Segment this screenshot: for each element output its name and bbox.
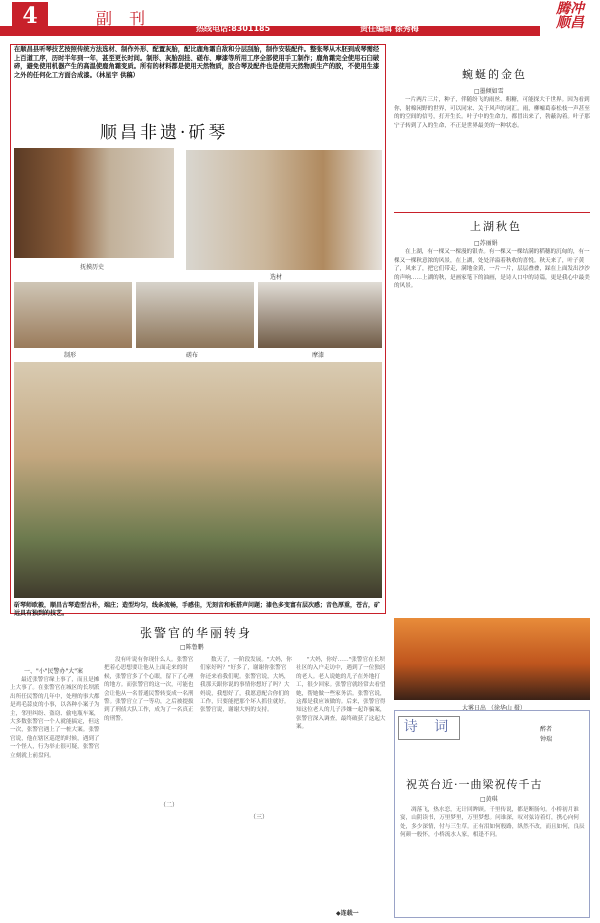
caption-history: 抚摸历史: [80, 264, 105, 271]
article2-title: 上湖秋色: [470, 220, 522, 233]
poem-section-tag: 诗 词: [398, 716, 460, 740]
poem-label-author: 钟瑞: [540, 736, 553, 743]
serial-col2: 没有叶说有你现什么人。张警官把着心思想要让他从上面走来的时候，张警官多了个心眼，留下了心理的地方。而张警官的这一次，可能也会让他从一名普通民警转变成一名刑警。张警官立了一等功，之后被提拔到了刑侦大队工作，成为了一名真正的刑警。: [104, 657, 194, 722]
photo-material: [186, 150, 382, 270]
serial-col1: 最近张警官缘上事了，而且是摊上大事了。在张警官在城区的长坝派出所任民警的几年中，处理的事大都是鸡毛蒜皮的小事，以各种小案子为主，邻里纠纷、盗窃、偷电瓶车案，大多数张警官一个人就能搞定，但这一次，张警官遇上了一桩大案。张警官说，他在辖区巡逻的时候，遇到了一个怪人，行为举止很可疑，张警官立刻就上前盘问。: [10, 677, 100, 759]
article2-author: □苏丽娟: [474, 240, 498, 247]
article1-body: 一片两片三片，种子，伴随纷飞的雨丝、粗糖，可能探大千世界。因为看到你，射棉闲野的世界，可以同宋、关于风声的词汇。雨，柳嘘葛泰松枝一声甚至的的空间的信号，打开生长。叶子中的生命力，都冒出来了，勃蔽沟着。叶子那宁子转到了入的生命，不正是世界最美的一种状态。: [394, 97, 590, 129]
page-number: 4: [12, 2, 48, 30]
feature-bottom-caption: 斫琴师欧毅，顺昌古琴造型古朴，端庄；造型均匀，线条流畅，手感佳，无刻音和板搭声问题；漆色多变富有层次感；音色厚重，苍古，矿远具有独到的技艺。: [14, 602, 381, 617]
caption-cloth: 磋布: [186, 352, 199, 359]
photo-sunrise: [394, 618, 590, 700]
section-title: 副 刊: [96, 9, 152, 28]
photo-studio: [14, 362, 382, 598]
photo-sunrise-caption: 大雾日出 （徐华山 摄）: [462, 705, 526, 712]
caption-lacquer: 摩漆: [312, 352, 325, 359]
feature-intro: 在顺昌县听琴技艺按照传统方法选材、制作外形、配置灰胎，配比鹿角霜自敌和分层刮胎，制作安装配件。整张琴从木胚到成琴需经上百道工序，历时半年到一年，甚至更长时间。制形、灰胎刮挂、磋布、摩漆等所用工序全部使用手工制作；鹿角霜完全使用石臼破碎，避免使用机器产生的高温使鹿角霜变质。所有的材料都是使用天然物质，胶合琴及配件也是使用天然物质生产的胶，不使用生漆之外的任何化工方面合成漆。（林星宇 供稿）: [14, 46, 380, 79]
poem-body: 凋落飞，热水恋，无计回眸顾。千里传说，都是断肠句。小桥初月谁宴，山阴读书，万里梦里，万里梦想。问谁深，叹对弦诗着灯，携心向何处，多少深情，付与三生草。正有泪如何般路，纵然不改，而且如何，良辰何颜一般怀，小桥流水人家，相逢不问。: [400, 807, 585, 839]
caption-shaping: 制形: [64, 352, 77, 359]
serial-section-three: （三）: [250, 814, 269, 821]
newspaper-logo: 腾冲 顺昌: [556, 1, 584, 31]
serial-col3: 数天了，一阶段发展。"大妈，你们家好吗？"好多了，谢谢你张警官你还来看我们呢。张警官说，大妈，我那天跟你说的事情你想好了吗？大妈说，我想好了，我愿意配合你们的工作，只要能把那个坏人抓住就好。张警官说，谢谢大妈的支持。: [200, 657, 292, 714]
article1-author: □墨倾如雪: [474, 88, 504, 95]
serial-author: □陈鲁鹏: [180, 644, 204, 651]
serial-section-two: （二）: [160, 802, 179, 809]
caption-material: 选材: [270, 274, 283, 281]
article2-body: 在上湖，有一棵又一棵漫的银杏。有一棵又一棵结满的稻穗的沉甸的，有一棵又一棵秋意浓的风景，在上湖，处处洋溢着秋收的喜悦。秋天来了，叶子黄了，风来了，把它们带走，满地金黄，一片一片，层层叠叠，踩在上面发出沙沙的声响……上湖的秋，是画家笔下的油画，是诗人口中的诗篇，更是我心中最美的风景。: [394, 249, 590, 290]
photo-cloth: [136, 282, 254, 348]
serial-section-heading: 一、"小"民警办"大"案: [24, 668, 84, 675]
serial-col4: "大妈，你好……"张警官在长坝社区的入户走访中，遇到了一位独居的老人。老人说她的儿子在外地打工，很少回家。张警官就经常去看望她，帮她做一些家务活。张警官说，这都是我应该做的。后来，张警官得知这位老人的儿子涉嫌一起诈骗案，张警官深入调查，最终破获了这起大案。: [296, 657, 386, 731]
article1-title: 蜿蜒的金色: [462, 68, 527, 81]
serial-end-mark: ◆连载一: [336, 910, 359, 917]
feature-title: 顺昌非遗·斫琴: [100, 123, 229, 143]
right-divider: [394, 212, 590, 213]
photo-history: [14, 148, 174, 258]
poem-label: 醉者: [540, 726, 553, 733]
photo-shaping: [14, 282, 132, 348]
poem-author: □黄琪: [480, 796, 498, 803]
hotline: 热线电话:8301185: [196, 24, 271, 33]
serial-title: 张警官的华丽转身: [140, 626, 253, 640]
editor-credit: 责任编辑 徐秀梅: [360, 24, 419, 33]
photo-lacquer: [258, 282, 382, 348]
poem-title: 祝英台近·一曲梁祝传千古: [406, 778, 543, 791]
